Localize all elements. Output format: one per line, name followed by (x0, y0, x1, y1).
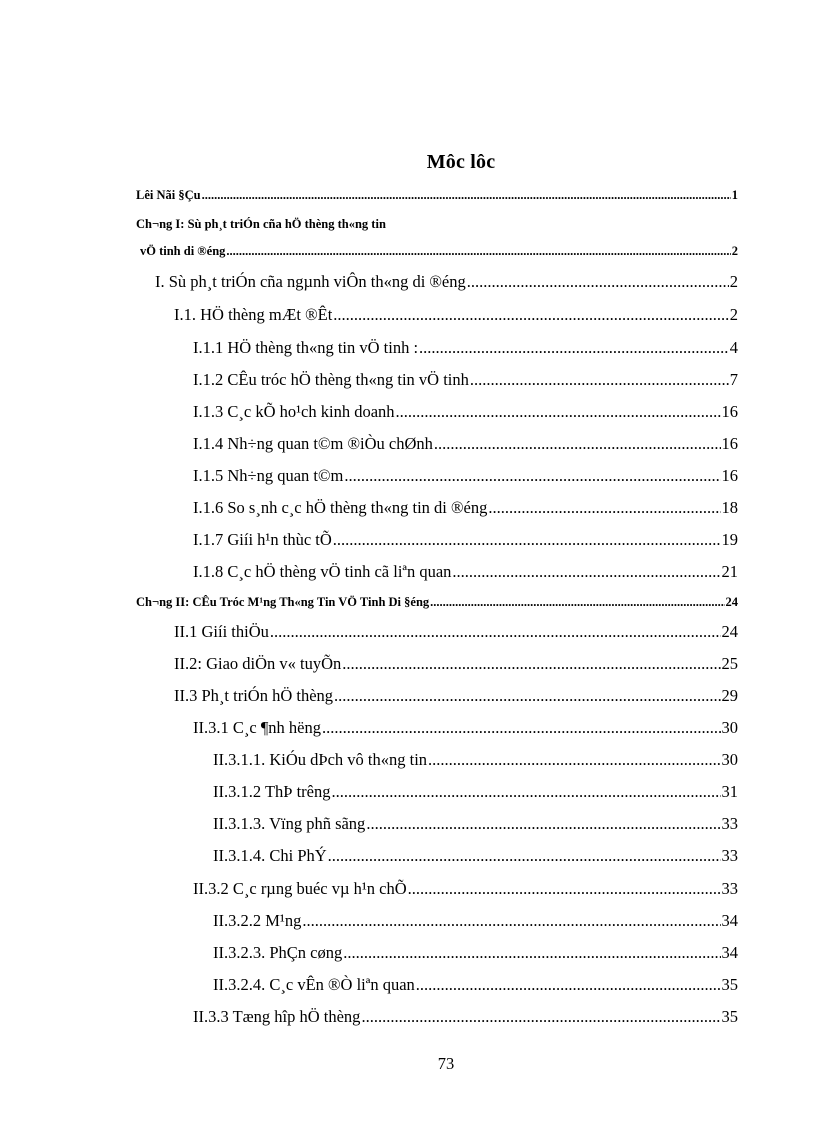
leader-dots (343, 943, 720, 963)
leader-dots (328, 846, 721, 866)
leader-dots (202, 188, 731, 203)
leader-dots (333, 530, 721, 550)
toc-entry-chapter-1-line-2[interactable]: vÖ tinh di ®éng ..... 2 (140, 244, 738, 259)
toc-entry-II-3-1-4[interactable]: II.3.1.4. Chi PhÝ ..... 33 (213, 846, 738, 866)
leader-dots (331, 782, 720, 802)
leader-dots (470, 370, 729, 390)
leader-dots (270, 622, 721, 642)
toc-entry-II-3-3[interactable]: II.3.3 Tæng hîp hÖ thèng ..... 35 (193, 1007, 738, 1027)
leader-dots (416, 975, 721, 995)
leader-dots (452, 562, 720, 582)
toc-entry-I-1-8[interactable]: I.1.8 C¸c hÖ thèng vÖ tinh cã liªn quan ..... 21 (193, 562, 738, 582)
toc-entry-chapter-1-line-1[interactable]: Ch¬ng I: Sù ph¸t triÓn cña hÖ thèng th«ng tin (136, 217, 386, 231)
leader-dots (419, 338, 729, 358)
toc-entry-I-1-6[interactable]: I.1.6 So s¸nh c¸c hÖ thèng th«ng tin di ®éng ..... 18 (193, 498, 738, 518)
leader-dots (342, 654, 720, 674)
toc-entry-preface[interactable]: Lêi Nãi §Çu ..... 1 (136, 188, 738, 203)
leader-dots (467, 272, 729, 292)
toc-entry-II-3-1-3[interactable]: II.3.1.3. Vïng phñ sãng ..... 33 (213, 814, 738, 834)
leader-dots (344, 466, 720, 486)
leader-dots (333, 305, 728, 325)
leader-dots (434, 434, 721, 454)
toc-entry-II-3-1-1[interactable]: II.3.1.1. KiÓu dÞch vô th«ng tin ..... 30 (213, 750, 738, 770)
toc-entry-I-1-3[interactable]: I.1.3 C¸c kÕ ho¹ch kinh doanh ..... 16 (193, 402, 738, 422)
leader-dots (302, 911, 720, 931)
toc-entry-I-1-1[interactable]: I.1.1 HÖ thèng th«ng tin vÖ tinh : ..... 4 (193, 338, 738, 358)
toc-entry-section-I[interactable]: I. Sù ph¸t triÓn cña ngµnh viÔn th«ng di ®éng ..... 2 (155, 272, 738, 292)
toc-entry-II-2[interactable]: II.2: Giao diÖn v« tuyÕn ..... 25 (174, 654, 738, 674)
leader-dots (361, 1007, 720, 1027)
toc-entry-I-1-4[interactable]: I.1.4 Nh÷ng quan t©m ®iÒu chØnh ..... 16 (193, 434, 738, 454)
toc-entry-II-3-1-2[interactable]: II.3.1.2 ThÞ trêng ..... 31 (213, 782, 738, 802)
leader-dots (334, 686, 720, 706)
leader-dots (408, 879, 721, 899)
toc-entry-chapter-2[interactable]: Ch¬ng II: CÊu Tróc M¹ng Th«ng Tin VÖ Tinh Di §éng ..... 24 (136, 595, 738, 610)
toc-entry-II-1[interactable]: II.1 Giíi thiÖu ..... 24 (174, 622, 738, 642)
toc-entry-II-3-2-4[interactable]: II.3.2.4. C¸c vÊn ®Ò liªn quan ..... 35 (213, 975, 738, 995)
leader-dots (488, 498, 720, 518)
toc-entry-II-3-2-3[interactable]: II.3.2.3. PhÇn cøng ..... 34 (213, 943, 738, 963)
toc-entry-II-3-1[interactable]: II.3.1 C¸c ¶nh hëng ..... 30 (193, 718, 738, 738)
toc-entry-II-3[interactable]: II.3 Ph¸t triÓn hÖ thèng ..... 29 (174, 686, 738, 706)
leader-dots (322, 718, 721, 738)
toc-entry-I-1-7[interactable]: I.1.7 Giíi h¹n thùc tÕ ..... 19 (193, 530, 738, 550)
page-number: 73 (437, 1054, 455, 1073)
leader-dots (428, 750, 720, 770)
toc-entry-I-1[interactable]: I.1. HÖ thèng mÆt ®Êt ..... 2 (174, 305, 738, 325)
leader-dots (396, 402, 721, 422)
leader-dots (430, 595, 724, 610)
leader-dots (226, 244, 730, 259)
leader-dots (366, 814, 720, 834)
toc-entry-II-3-2-2[interactable]: II.3.2.2 M¹ng ..... 34 (213, 911, 738, 931)
toc-entry-I-1-5[interactable]: I.1.5 Nh÷ng quan t©m ..... 16 (193, 466, 738, 486)
page-title: Môc lôc (426, 151, 496, 173)
toc-entry-II-3-2[interactable]: II.3.2 C¸c rµng buéc vµ h¹n chÕ ..... 33 (193, 879, 738, 899)
toc-entry-I-1-2[interactable]: I.1.2 CÊu tróc hÖ thèng th«ng tin vÖ tinh ..... 7 (193, 370, 738, 390)
